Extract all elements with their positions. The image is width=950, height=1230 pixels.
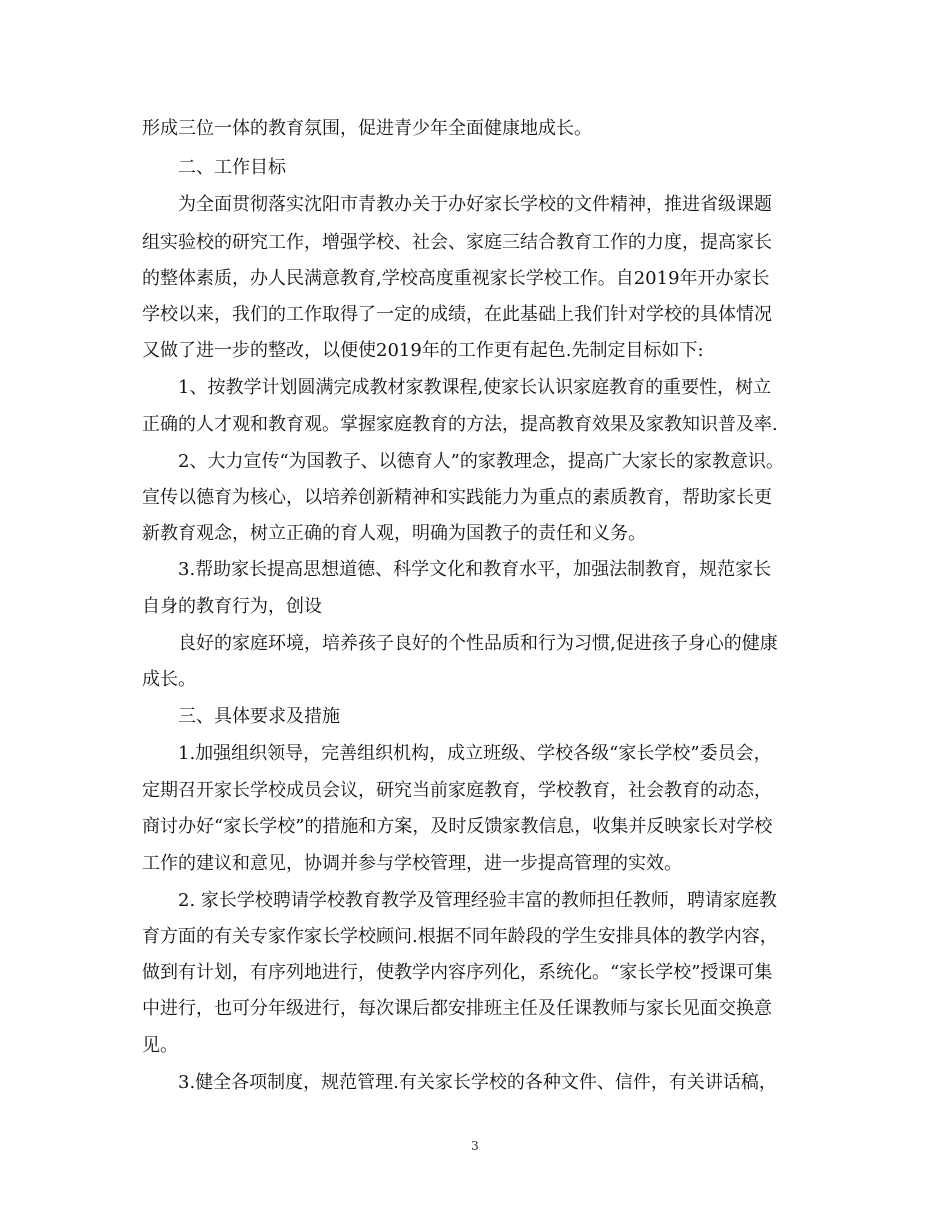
body-text-line: 商讨办好“家长学校”的措施和方案，及时反馈家教信息，收集并反映家长对学校 — [142, 816, 773, 837]
body-text-line: 3.健全各项制度，规范管理.有关家长学校的各种文件、信件，有关讲话稿， — [178, 1072, 777, 1093]
body-text-line: 自身的教育行为，创设 — [142, 596, 322, 617]
body-text-line: 育方面的有关专家作家长学校顾问.根据不同年龄段的学生安排具体的教学内容， — [142, 926, 778, 947]
body-text-line: 新教育观念，树立正确的育人观，明确为国教子的责任和义务。 — [142, 523, 646, 544]
body-text-line: 形成三位一体的教育氛围，促进青少年全面健康地成长。 — [142, 118, 592, 139]
body-text-line: 宣传以德育为核心，以培养创新精神和实践能力为重点的素质教育，帮助家长更 — [142, 487, 772, 508]
body-text-line: 学校以来，我们的工作取得了一定的成绩，在此基础上我们针对学校的具体情况 — [142, 304, 772, 325]
body-text-line: 工作的建议和意见，协调并参与学校管理，进一步提高管理的实效。 — [142, 853, 682, 874]
body-text-line: 的整体素质，办人民满意教育,学校高度重视家长学校工作。自2019年开办家长 — [142, 268, 770, 289]
body-text-line: 2、大力宣传“为国教子、以德育人”的家教理念，提高广大家长的家教意识。 — [178, 451, 784, 472]
body-text-line: 见。 — [142, 1035, 178, 1056]
body-text-line: 3.帮助家长提高思想道德、科学文化和教育水平，加强法制教育，规范家长 — [178, 559, 772, 580]
body-text-line: 定期召开家长学校成员会议，研究当前家庭教育，学校教育，社会教育的动态， — [142, 780, 772, 801]
body-text-line: 2. 家长学校聘请学校教育教学及管理经验丰富的教师担任教师，聘请家庭教 — [178, 890, 777, 911]
section-heading: 三、具体要求及措施 — [178, 706, 340, 727]
body-text-line: 1.加强组织领导，完善组织机构，成立班级、学校各级“家长学校”委员会， — [178, 743, 772, 764]
body-text-line: 为全面贯彻落实沈阳市青教办关于办好家长学校的文件精神，推进省级课题 — [178, 194, 772, 215]
body-text-line: 成长。 — [142, 669, 196, 690]
page-number: 3 — [471, 1139, 479, 1153]
body-text-line: 中进行，也可分年级进行，每次课后都安排班主任及任课教师与家长见面交换意 — [142, 998, 772, 1019]
body-text-line: 做到有计划，有序列地进行，使教学内容序列化，系统化。“家长学校”授课可集 — [142, 962, 773, 983]
body-text-line: 良好的家庭环境，培养孩子良好的个性品质和行为习惯,促进孩子身心的健康 — [178, 633, 778, 654]
body-text-line: 1、按教学计划圆满完成教材家教课程,使家长认识家庭教育的重要性，树立 — [178, 377, 772, 398]
section-heading: 二、工作目标 — [178, 157, 286, 178]
body-text-line: 又做了进一步的整改，以便使2019年的工作更有起色.先制定目标如下: — [142, 340, 704, 361]
body-text-line: 组实验校的研究工作，增强学校、社会、家庭三结合教育工作的力度，提高家长 — [142, 232, 772, 253]
body-text-line: 正确的人才观和教育观。掌握家庭教育的方法，提高教育效果及家教知识普及率. — [142, 414, 778, 435]
